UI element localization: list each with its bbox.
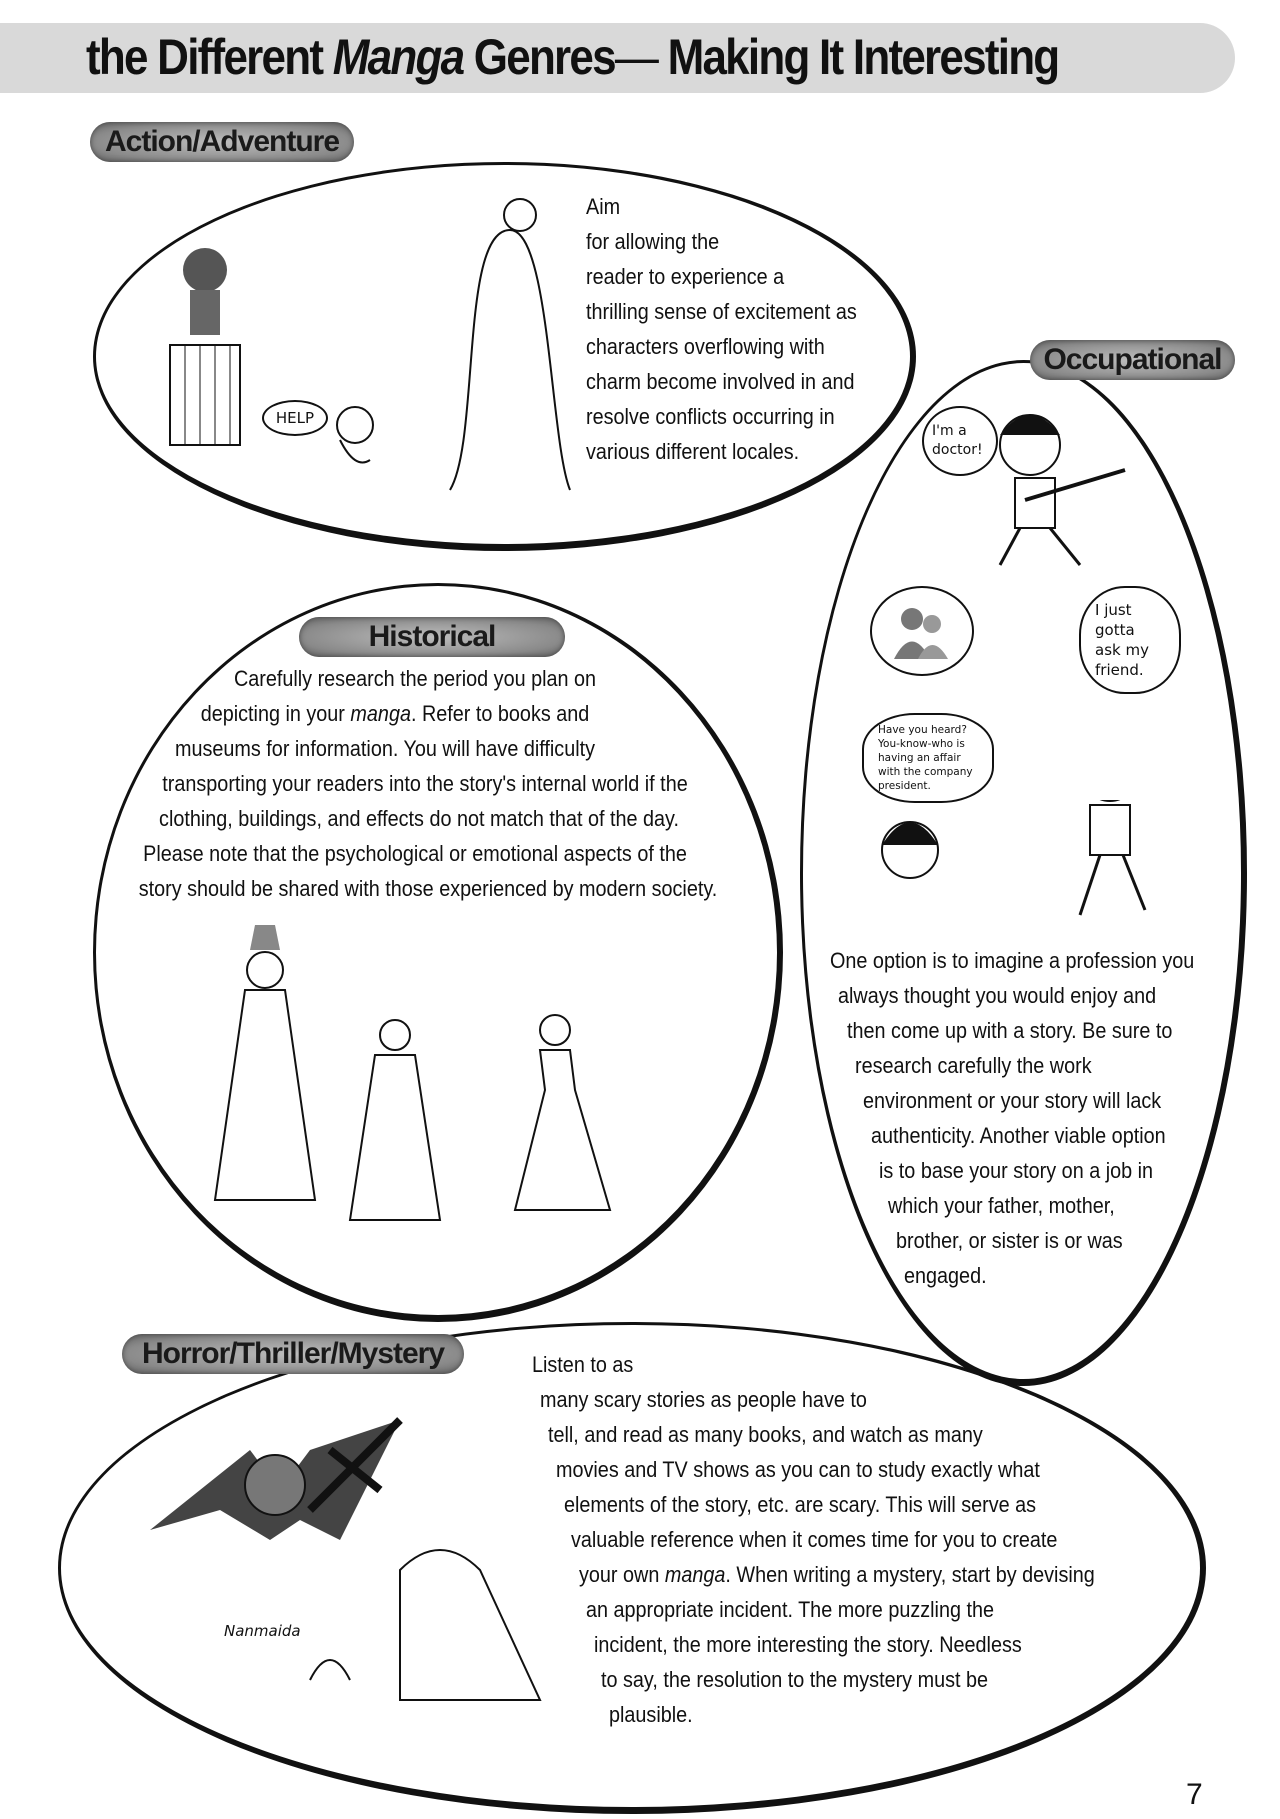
action-text-line: for allowing the: [586, 229, 720, 254]
friend-speech-bubble: I just gotta ask my friend.: [1079, 586, 1181, 694]
doctor-illustration: [975, 400, 1145, 580]
title-dash: —: [614, 29, 658, 85]
section-label-occupational: Occupational: [1030, 340, 1235, 380]
horror-text-line: movies and TV shows as you can to study exactly what: [556, 1457, 1040, 1482]
action-text-line: thrilling sense of excitement as: [586, 299, 857, 324]
occupational-text-line: always thought you would enjoy and: [838, 983, 1157, 1008]
horror-text-line: plausible.: [609, 1702, 693, 1727]
occupational-text-line: authenticity. Another viable option: [871, 1123, 1166, 1148]
section-label-action: Action/Adventure: [90, 122, 354, 162]
historical-text-line: Please note that the psychological or emotional aspects of the: [143, 841, 687, 866]
text: . Refer to books and: [410, 701, 590, 726]
horror-text-line: many scary stories as people have to: [540, 1387, 867, 1412]
historical-text-line: transporting your readers into the story's internal world if the: [162, 771, 688, 796]
historical-text-line: museums for information. You will have difficulty: [174, 736, 596, 761]
help-speech-bubble: HELP: [262, 400, 328, 436]
horror-text-line: an appropriate incident. The more puzzling the: [586, 1597, 994, 1622]
historical-costumes-illustration: [200, 920, 630, 1250]
occupational-text-line: brother, or sister is or was: [896, 1228, 1123, 1253]
historical-text-line: story should be shared with those experienced by modern society.: [138, 876, 718, 901]
historical-text-line: clothing, buildings, and effects do not match that of the day.: [159, 806, 679, 831]
text-italic: manga: [664, 1562, 726, 1587]
horror-text-line: tell, and read as many books, and watch as many: [548, 1422, 983, 1447]
text-italic: manga: [350, 701, 411, 726]
horror-text-line: elements of the story, etc. are scary. This will serve as: [564, 1492, 1037, 1517]
title-text: the Different: [86, 29, 323, 85]
occupational-characters-illustration: [855, 800, 1195, 940]
occupational-text-line: One option is to imagine a profession you: [830, 948, 1195, 973]
action-text-line: various different locales.: [586, 439, 800, 464]
occupational-text-line: which your father, mother,: [888, 1193, 1115, 1218]
horror-text-line: valuable reference when it comes time for you to create: [571, 1527, 1058, 1552]
nanmaida-caption: Nanmaida: [224, 1622, 301, 1640]
occupational-text-line: environment or your story will lack: [863, 1088, 1162, 1113]
horror-text-line: [579, 1562, 1095, 1588]
silhouettes-icon: [892, 604, 952, 659]
page-number: 7: [1186, 1778, 1203, 1811]
occupational-text-line: engaged.: [904, 1263, 987, 1288]
section-label-historical: Historical: [299, 617, 565, 657]
horror-text-line: Listen to as: [532, 1352, 634, 1377]
page-title: [86, 28, 1058, 86]
thought-bubble-silhouettes: [870, 586, 974, 676]
action-text-line: characters overflowing with: [586, 334, 825, 359]
gossip-speech-bubble: Have you heard? You-know-who is having an affair with the company president.: [862, 713, 994, 803]
action-text-line: resolve conflicts occurring in: [586, 404, 835, 429]
occupational-text-line: is to base your story on a job in: [879, 1158, 1154, 1183]
horror-text-line: to say, the resolution to the mystery must be: [601, 1667, 989, 1692]
text: your own: [579, 1562, 660, 1587]
text: depicting in your: [200, 701, 345, 726]
title-italic: Manga: [332, 29, 464, 85]
action-text-line: charm become involved in and: [586, 369, 855, 394]
title-text: Genres: [473, 29, 615, 85]
action-text-line: Aim: [586, 194, 621, 219]
title-subtitle: Making It Interesting: [667, 29, 1059, 85]
occupational-text-line: then come up with a story. Be sure to: [847, 1018, 1173, 1043]
text: . When writing a mystery, start by devising: [725, 1562, 1095, 1587]
horror-bat-cross-illustration: [140, 1390, 580, 1710]
doctor-speech-bubble: I'm a doctor!: [922, 406, 998, 476]
section-label-horror: Horror/Thriller/Mystery: [122, 1334, 464, 1374]
historical-text-line: [201, 701, 590, 727]
action-text-line: reader to experience a: [586, 264, 785, 289]
historical-text-line: Carefully research the period you plan on: [233, 666, 597, 691]
occupational-text-line: research carefully the work: [855, 1053, 1092, 1078]
horror-text-line: incident, the more interesting the story. Needless: [594, 1632, 1022, 1657]
